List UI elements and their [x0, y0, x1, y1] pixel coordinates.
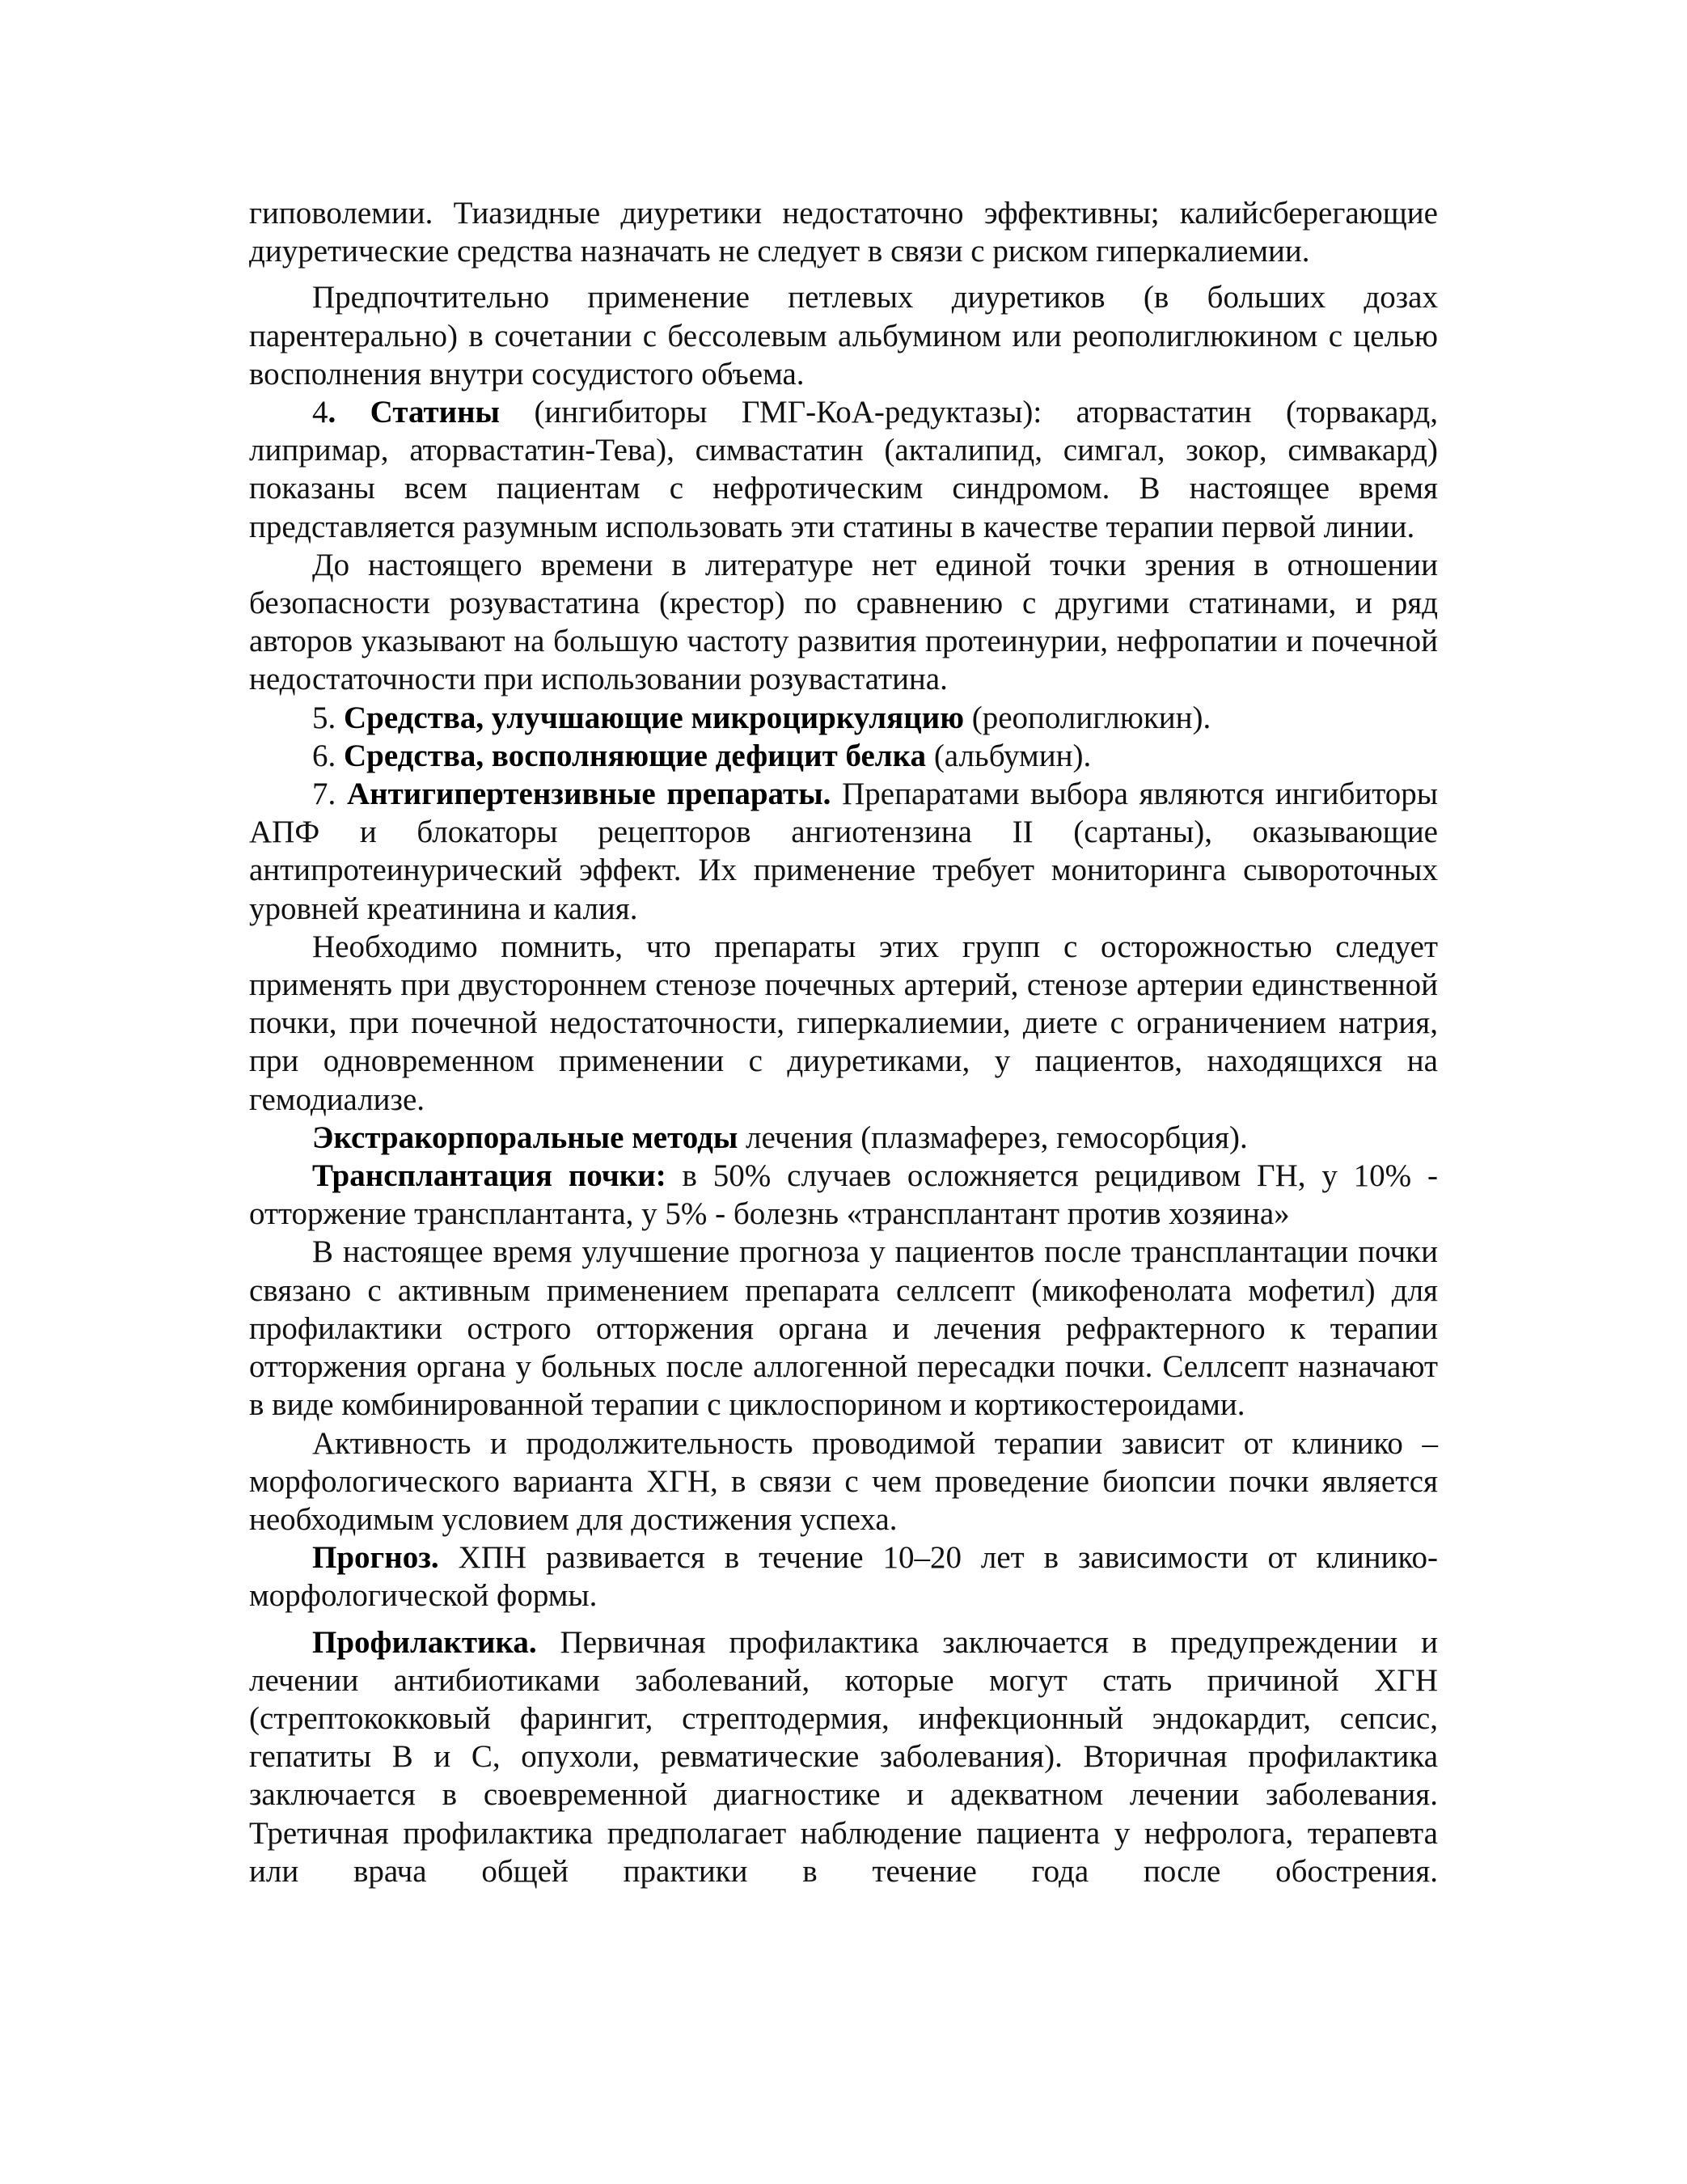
paragraph-cellcept — [249, 1233, 1438, 1424]
paragraph-text: в 50% случаев осложняется рецидивом ГН, у 10% - отторжение трансплантанта, у 5% - болезнь «трансплантант против хозяина» — [249, 1158, 1438, 1232]
paragraph-text: Активность и продолжительность проводимой терапии зависит от клинико – морфологического варианта ХГН, в связи с чем проведение биопсии почки является необходимым условием для достижения успеха. — [249, 1425, 1438, 1537]
paragraph-text: гиповолемии. Тиазидные диуретики недостаточно эффективны; калийсберегающие диуретические средства назначать не следует в связи с риском гиперкалиемии. — [249, 196, 1438, 269]
paragraph-prognosis — [249, 1539, 1438, 1615]
paragraph-text: До настоящего времени в литературе нет единой точки зрения в отношении безопасности розувастатина (крестор) по сравнению с другими статинами, и ряд авторов указывают на большую частоту развития протеинурии, нефропатии и почечной недостаточности при использовании розувастатина. — [249, 547, 1438, 697]
paragraph-text: ХПН развивается в течение 10–20 лет в зависимости от клинико-морфологической формы. — [249, 1540, 1438, 1614]
item-heading: Антигипертензивные препараты. — [346, 777, 831, 812]
paragraph-prevention — [249, 1623, 1438, 1890]
item-heading: Трансплантация почки: — [312, 1158, 666, 1194]
item-number: 7. — [312, 777, 347, 812]
paragraph-hypovolemia — [249, 194, 1438, 270]
paragraph-text: (ингибиторы ГМГ-КоА-редуктазы): аторвастатин (торвакард, липримар, аторвастатин-Тева), симвастатин (акталипид, симгал, зокор, симвакард) показаны всем пациентам с нефротическим синдромом. В настоящее время представляется разумным использовать эти статины в качестве терапии первой линии. — [249, 395, 1439, 544]
paragraph-text: В настоящее время улучшение прогноза у пациентов после трансплантации почки связано с активным применением препарата селлсепт (микофенолата мофетил) для профилактики острого отторжения органа и лечения рефрактерного к терапии отторжения органа у больных после аллогенной пересадки почки. Селлсепт назначают в виде комбинированной терапии с циклоспорином и кортикостероидами. — [249, 1234, 1438, 1423]
document-page — [249, 194, 1438, 1890]
item-number: 4 — [312, 395, 328, 430]
paragraph-caution — [249, 928, 1438, 1119]
item-number: 5. — [312, 700, 344, 735]
paragraph-text: Предпочтительно применение петлевых диуретиков (в больших дозах парентерально) в сочетании с бессолевым альбумином или реополиглюкином с целью восполнения внутри сосудистого объема. — [249, 280, 1438, 392]
paragraph-extracorporeal — [249, 1119, 1438, 1157]
paragraph-antihypertensive — [249, 775, 1438, 928]
paragraph-protein-deficit — [249, 737, 1438, 775]
item-heading: Прогноз. — [312, 1540, 439, 1576]
paragraph-statins — [249, 393, 1438, 546]
item-heading: Средства, восполняющие дефицит белка — [344, 738, 927, 773]
item-heading: Экстракорпоральные методы — [312, 1120, 738, 1155]
paragraph-loop-diuretics — [249, 278, 1438, 393]
paragraph-therapy-activity — [249, 1424, 1438, 1539]
paragraph-text: Первичная профилактика заключается в предупреждении и лечении антибиотиками заболеваний, которые могут стать причиной ХГН (стрептококковый фарингит, стрептодермия, инфекционный эндокардит, сепсис, гепатиты В и С, опухоли, ревматические заболевания). Вторичная профилактика заключается в своевременной диагностике и адекватном лечении заболевания. Третичная профилактика предполагает наблюдение пациента у нефролога, терапевта или врача общей практики в течение года после обострения. — [249, 1624, 1438, 1889]
item-heading: Профилактика. — [312, 1624, 537, 1660]
item-heading: . Статины — [328, 395, 501, 430]
paragraph-text: (реополиглюкин). — [964, 700, 1211, 735]
paragraph-text: лечения (плазмаферез, гемосорбция). — [738, 1120, 1248, 1155]
paragraph-text: (альбумин). — [926, 738, 1092, 773]
item-heading: Средства, улучшающие микроциркуляцию — [344, 700, 964, 735]
paragraph-rosuvastatin — [249, 546, 1438, 699]
paragraph-transplantation — [249, 1157, 1438, 1233]
paragraph-microcirculation — [249, 699, 1438, 737]
paragraph-text: Препаратами выбора являются ингибиторы АПФ и блокаторы рецепторов ангиотензина II (сартаны), оказывающие антипротеинурический эффект. Их применение требует мониторинга сывороточных уровней креатинина и калия. — [249, 777, 1438, 926]
paragraph-text: Необходимо помнить, что препараты этих групп с осторожностью следует применять при двустороннем стенозе почечных артерий, стенозе артерии единственной почки, при почечной недостаточности, гиперкалиемии, диете с ограничением натрия, при одновременном применении с диуретиками, у пациентов, находящихся на гемодиализе. — [249, 929, 1438, 1117]
item-number: 6. — [312, 738, 344, 773]
